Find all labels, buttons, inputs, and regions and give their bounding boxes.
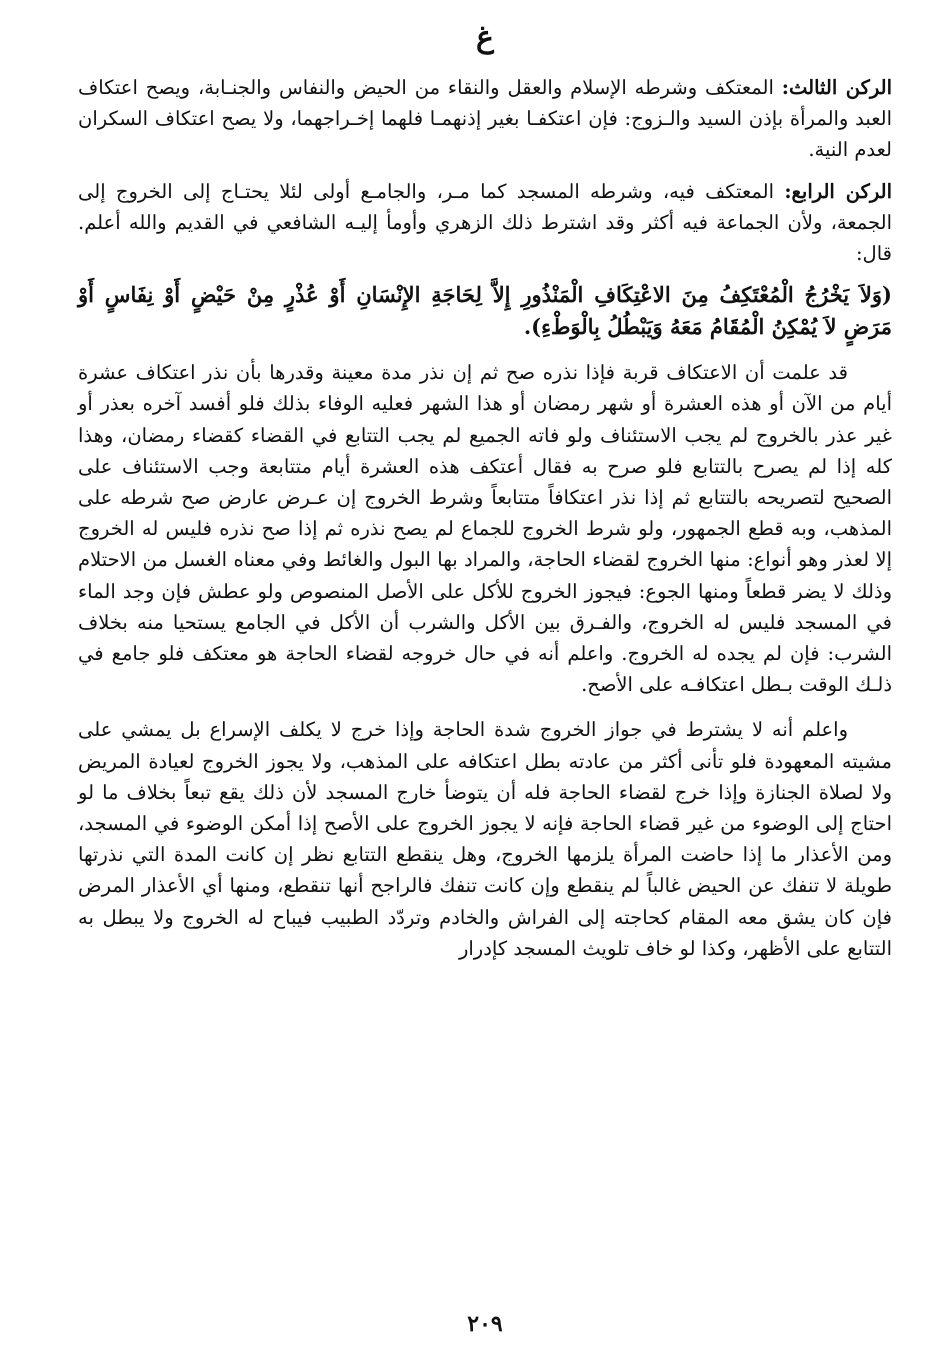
rukn-3-label: الركن الثالث: (781, 76, 892, 99)
rukn-4-label: الركن الرابع: (784, 179, 892, 203)
page-number: ٢٠٩ (467, 1311, 503, 1337)
page-content (78, 72, 892, 964)
rukn-3-text: المعتكف وشرطه الإسلام والعقل والنقاء من الحيض والنفاس والجنـابة، ويصح اعتكاف العبد والمرأة بإذن السيد والـزوج: فإن اعتكفـا بغير إذنهمـا فلهما إخـراجهما، ولا يصح اعتكاف السكران لعدم النية. (78, 76, 892, 162)
rukn-4-text: المعتكف فيه، وشرطه المسجد كما مـر، والجامـع أولى لئلا يحتـاج إلى الخروج إلى الجمعة، ولأن الجماعة فيه أكثر وقد اشترط ذلك الزهري وأومأ إليـه الشافعي في القديم والله أعلم. قال: (78, 179, 892, 266)
header-mark: ﻍ (476, 20, 494, 55)
paragraph-commentary-2: واعلم أنه لا يشترط في جواز الخروج شدة الحاجة وإذا خرج لا يكلف الإسراع بل يمشي على مشيته المعهودة فلو تأنى أكثر من عادته بطل اعتكافه على المذهب، ولا يجوز الخروج لعيادة المريض ولا لصلاة الجنازة وإذا خرج لقضاء الحاجة فله أن يتوضأ خارج المسجد لأن ذلك يقع تبعاً بخلاف ما لو احتاج إلى الوضوء من غير قضاء الحاجة فإنه لا يجوز الخروج على الأصح إذا أمكن الوضوء في المسجد، ومن الأعذار ما إذا حاضت المرأة يلزمها الخروج، وهل ينقطع التتابع نظر إن كانت المدة التي نذرتها طويلة لا تنفك عن الحيض غالباً لم ينقطع وإن كانت تنفك فالراجح أنها تنقطع، ومنها أي الأعذار المرض فإن كان يشق معه المقام كحاجته إلى الفراش والخادم وتردّد الطبيب فيباح له الخروج ولا يبطل به التتابع على الأظهر، وكذا لو خاف تلويث المسجد كإدرار (78, 718, 892, 960)
matn-quote: (وَلاَ يَخْرُجُ الْمُعْتَكِفُ مِنَ الاعْتِكَافِ الْمَنْذُورِ إِلاَّ لِحَاجَةِ الإِنْسَانِ أَوْ عُذْرٍ مِنْ حَيْضٍ أَوْ نِفَاسٍ أَوْ مَرَضٍ لاَ يُمْكِنُ الْمُقَامُ مَعَهُ وَيَبْطُلُ بِالْوَطْءِ). (78, 282, 892, 340)
paragraph-commentary-1: قد علمت أن الاعتكاف قربة فإذا نذره صح ثم إن نذر مدة معينة وقدرها بأن نذر اعتكاف عشرة أيام من الآن أو هذه العشرة أو شهر رمضان أو هذا الشهر فعليه الوفاء بذلك فلو أفسد آخره بعذر أو غير عذر بالخروج لم يجب الاستئناف ولو فاته الجميع لم يجب التتابع في القضاء كقضاء رمضان، وهذا كله إذا لم يصرح بالتتابع فلو صرح به فقال أعتكف هذه العشرة أيام متتابعة وجب الاستئناف على الصحيح لتصريحه بالتتابع ثم إذا نذر اعتكافاً متتابعاً وشرط الخروج إن عـرض عارض صح شرطه على المذهب، وبه قطع الجمهور، ولو شرط الخروج للجماع لم يصح نذره ثم إذا صح نذره فليس له الخروج إلا لعذر وهو أنواع: منها الخروج لقضاء الحاجة، والمراد بها البول والغائط وفي معناه الغسل من الاحتلام وذلك لا يضر قطعاً ومنها الجوع: فيجوز الخروج للأكل على الأصل المنصوص ولو عطش فإن وجد الماء في المسجد فليس له الخروج، والفـرق بين الأكل والشرب أن الأكل في الجامع يستحيا منه بخلاف الشرب: فإن لم يجده له الخروج. واعلم أنه في حال خروجه لقضاء الحاجة هو معتكف فلو جامع في ذلـك الوقت بـطل اعتكافـه على الأصح. (78, 361, 892, 697)
document-page (78, 0, 892, 1370)
paragraph-rukn-4 (78, 176, 892, 270)
paragraph-rukn-3 (78, 72, 892, 166)
